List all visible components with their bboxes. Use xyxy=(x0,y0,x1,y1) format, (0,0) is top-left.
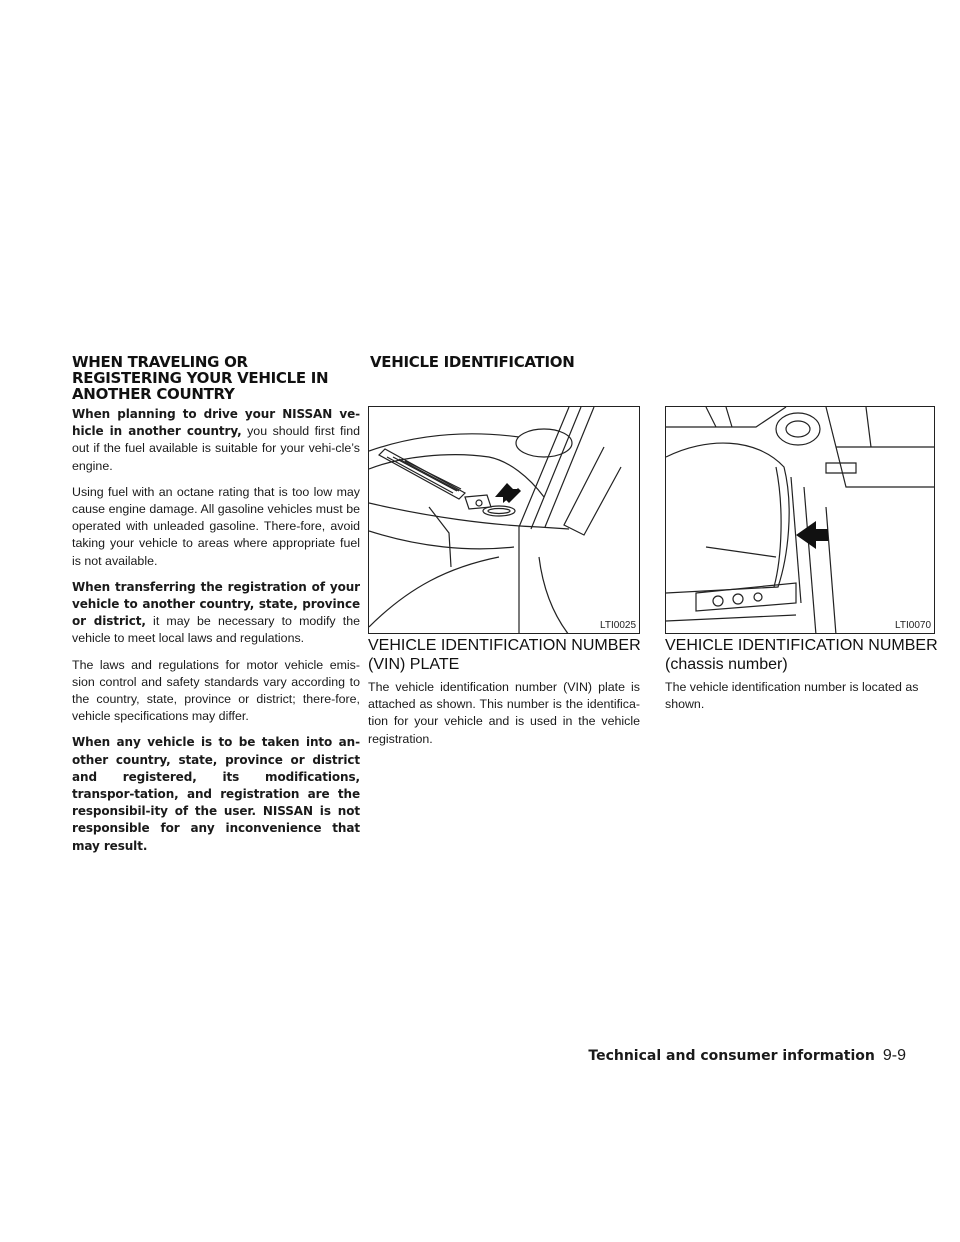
paragraph-text: you should first find out if the fuel available is suitable for your vehi-cle’s engine. xyxy=(72,424,361,473)
paragraph-bold-lead: When transferring the registration of your vehicle to another country, state, province or district, xyxy=(72,579,360,629)
paragraph xyxy=(72,734,360,854)
paragraph-text: it may be necessary to modify the vehicle to meet local laws and regulations. xyxy=(72,614,360,646)
chassis-number-illustration xyxy=(665,406,935,634)
paragraph-text: The laws and regulations for motor vehicle emis-sion control and safety standards vary according to the country, state, province or district; there-fore, vehicle specifications may differ. xyxy=(72,657,360,724)
section-heading-traveling: WHEN TRAVELING OR REGISTERING YOUR VEHICLE IN ANOTHER COUNTRY xyxy=(72,353,329,403)
figure-code: LTI0025 xyxy=(600,620,636,631)
section-heading-vehicle-identification: VEHICLE IDENTIFICATION xyxy=(370,353,575,371)
paragraph xyxy=(72,579,360,648)
footer-section-title: Technical and consumer information xyxy=(588,1048,875,1064)
paragraph xyxy=(72,657,360,726)
dashboard-drawing xyxy=(369,407,640,634)
paragraph-bold-lead: When planning to drive your NISSAN ve-hicle in another country, xyxy=(72,407,360,439)
vin-plate-description: The vehicle identification number (VIN) plate is attached as shown. This number is the identifica-tion for your vehicle and is used in the vehicle registration. xyxy=(368,680,640,746)
paragraph xyxy=(72,484,360,570)
chassis-number-heading: VEHICLE IDENTIFICATION NUMBER (chassis number) xyxy=(665,637,938,673)
paragraph-bold-lead: When any vehicle is to be taken into an-other country, state, province or district and registered, its modifications, transpor-tation, and registration are the responsibil-ity of the user. NISSAN is not responsible for any inconvenience that may result. xyxy=(72,735,360,853)
paragraph-text: Using fuel with an octane rating that is too low may cause engine damage. All gasoline vehicles must be operated with unleaded gasoline. There-fore, avoid taking your vehicle to areas where appropriate fuel is not available. xyxy=(72,484,360,568)
figure-code: LTI0070 xyxy=(895,620,931,631)
seat-drawing xyxy=(666,407,935,634)
paragraph xyxy=(72,406,360,475)
vin-plate-illustration xyxy=(368,406,640,634)
chassis-number-description: The vehicle identification number is located as shown. xyxy=(665,680,919,712)
page-number: 9-9 xyxy=(882,1047,906,1064)
page-footer xyxy=(588,1047,906,1065)
vin-plate-heading: VEHICLE IDENTIFICATION NUMBER (VIN) PLATE xyxy=(368,637,641,673)
traveling-body-text xyxy=(72,406,360,864)
